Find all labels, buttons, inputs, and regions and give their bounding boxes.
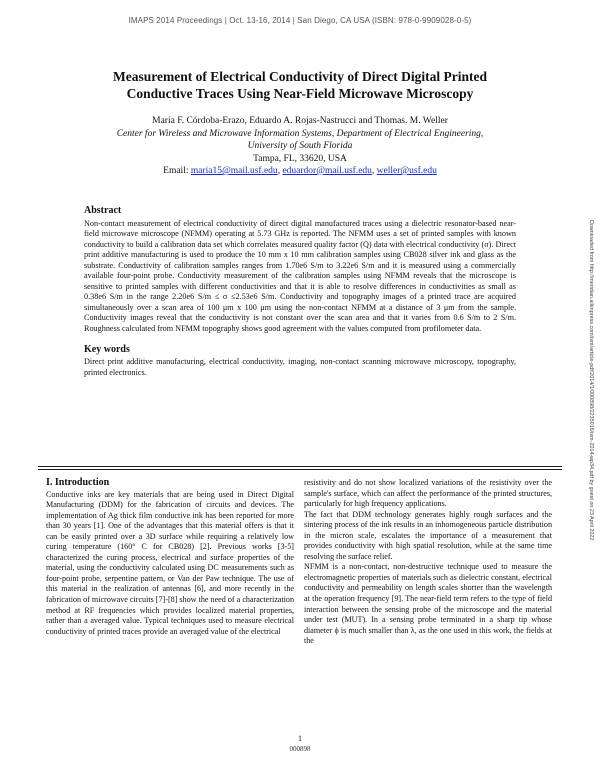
author-block (40, 115, 560, 178)
keywords-text: Direct print additive manufacturing, electrical conductivity, imaging, non-contact scanning microwave microscopy, topography, printed electronics. (84, 357, 516, 377)
affiliation-line-1: Center for Wireless and Microwave Information Systems, Department of Electrical Engineering, (116, 128, 484, 139)
keywords-heading: Key words (84, 343, 130, 355)
running-header: IMAPS 2014 Proceedings | Oct. 13-16, 2014 | San Diego, CA USA (ISBN: 978-0-9909028-0-5) (128, 16, 472, 25)
page-number: 1 (298, 734, 302, 743)
affiliation-line-2: University of South Florida (247, 141, 353, 151)
email-sep-1: , (277, 166, 283, 176)
email-sep-2: , (371, 166, 377, 176)
title-line-2: Conductive Traces Using Near-Field Microwave Microscopy (126, 86, 474, 101)
download-note-text: Downloaded from http://meridian.allenpress.com/ism/article-pdf/2014/1/000898/2235016/ism-2014-wp34.pdf by guest on 23 April 2022 (588, 220, 594, 541)
email-label: Email: (163, 166, 191, 176)
download-note (586, 220, 596, 700)
title-line-1: Measurement of Electrical Conductivity of Direct Digital Printed (112, 69, 488, 84)
author-address: Tampa, FL, 33620, USA (253, 153, 347, 164)
paper-title (40, 68, 560, 102)
section-divider-bottom (38, 469, 562, 470)
section-divider-top (38, 466, 562, 467)
abstract-heading: Abstract (84, 205, 122, 216)
intro-heading: I. Introduction (46, 477, 110, 488)
email-line (40, 165, 560, 178)
author-names: María F. Córdoba-Erazo, Eduardo A. Rojas-Nastrucci and Thomas. M. Weller (152, 116, 448, 126)
column-right (304, 478, 552, 647)
email-link-1[interactable]: maria15@mail.usf.edu (190, 166, 278, 176)
intro-right-paragraph-2: The fact that DDM technology generates highly rough surfaces and the sintering process of the ink results in an inhomogeneous particle distribution in the micron scale, escalates the importance of a measurement that provides conductivity with high spatial resolution, while at the same time resolving the surface relief. (304, 509, 552, 561)
column-left (46, 478, 294, 637)
intro-right-paragraph-3: NFMM is a non-contact, non-destructive technique used to measure the electromagnetic properties of materials such as dielectric constant, electrical conductivity and permeability on length scales shorter than the wavelength at the operation frequency [9]. The near-field term refers to the type of field interaction between the sensing probe of the microscope and the material under test (MUT). In a sensing probe terminated in a sharp tip whose diameter ϕ is much smaller than λ, as the one used in this work, the fields at the (304, 562, 552, 646)
intro-right-paragraph-1: resistivity and do not show localized variations of the resistivity over the sample's surface, which can affect the performance of the printed structures, particularly for high frequency applications. (304, 478, 552, 509)
abstract-text: Non-contact measurement of electrical conductivity of direct digital manufactured traces using a dielectric resonator-based near-field microwave microscope (NFMM) operating at 5.73 GHz is reported. The NFMM uses a set of printed samples with known conductivity to build a calibration data set which correlates measured quality factor (Q) data with electrical conductivity (σ). Direct print additive manufacturing is used to produce the 10 mm x 10 mm calibration samples using CB028 silver ink and glass as the substrate. Conductivity of calibration samples ranges from 1.70e6 S/m to 3.22e6 S/m and it is measured using a commercially available four-point probe. Conductivity measurement of the calibration samples using NFMM reveals that the microscope is sensitive to printed samples with different conductivities and that it is able to resolve differences in conductivities as small as 0.38e6 S/m in the range 2.20e6 S/m ≤ σ ≤2.53e6 S/m. Conductivity and topography images of a printed trace are acquired simultaneously over a scan area of 100 μm x 100 μm using the non-contact NFMM at a distance of 3 μm from the sample. Conductivity images reveal that the conductivity is not constant over the scan area and that it varies from 0.6 S/m to 2 S/m. Roughness calculated from NFMM topography shows good agreement with the values computed from profilometer data. (84, 218, 516, 334)
abstract-section (84, 206, 516, 378)
email-link-3[interactable]: weller@usf.edu (376, 166, 437, 176)
intro-left-text: Conductive inks are key materials that are being used in Direct Digital Manufacturing (DDM) for the fabrication of circuits and devices. The implementation of Ag thick film conductive ink has been reported for more than 30 years [1]. One of the advantages that this material offers is that it can be easily printed over a 3D surface while requiring a relatively low curing temperature (160° C for CB028) [2]. Previous works [3-5] characterized the curing process, electrical and surface properties of the material, using the conductivity calculated using DC measurements such as four-point probe, serpentine pattern, or Van der Paw technique. The use of this material in the realization of antennas [6], and more recently in the fabrication of microwave circuits [7]-[8] show the need of a characterization method at RF frequencies which provides localized material properties, rather than a averaged value. Typical techniques used to measure electrical conductivity of printed traces provide an averaged value of the electrical (46, 489, 294, 636)
email-link-2[interactable]: eduardor@mail.usf.edu (282, 166, 372, 176)
page-id: 000898 (289, 745, 311, 753)
